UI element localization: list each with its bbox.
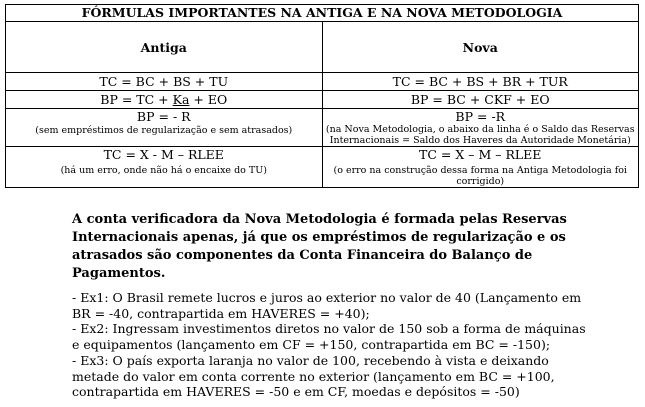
table-row xyxy=(6,91,639,109)
nova-formula-r: BP = -R xyxy=(455,109,506,124)
nova-formula-bp: BP = BC + CKF + EO xyxy=(322,91,639,109)
paragraph-line: A conta verificadora da Nova Metodologia é formada pelas Reservas xyxy=(72,212,567,227)
example-line: - Ex2: Ingressam investimentos diretos no valor de 150 sob a forma de máquinas xyxy=(72,321,586,337)
antiga-formula-r: BP = - R xyxy=(136,109,191,124)
example-line: metade do valor em conta corrente no exterior (lançamento em BC = +100, xyxy=(72,368,555,384)
antiga-note-rlee: (há um erro, onde não há o encaixe do TU) xyxy=(60,165,267,176)
example-line: e equipamentos (lançamento em CF = +150, contrapartida em BC = -150); xyxy=(72,337,551,353)
example-line: contrapartida em HAVERES = -50 e em CF, moedas e depósitos = -50) xyxy=(72,384,520,400)
formulas-table xyxy=(5,4,639,188)
example-line: - Ex1: O Brasil remete lucros e juros ao exterior no valor de 40 (Lançamento em xyxy=(72,290,582,305)
example-line: BR = -40, contrapartida em HAVERES = +40); xyxy=(72,305,370,321)
antiga-cell-reserves xyxy=(6,109,323,147)
paragraph-line: Pagamentos. xyxy=(72,266,166,281)
examples-list xyxy=(72,290,632,400)
nova-note-r-1: (na Nova Metodologia, o abaixo da linha é o Saldo das Reservas xyxy=(325,124,635,135)
bp-part-2: + EO xyxy=(189,92,228,107)
header-nova: Nova xyxy=(322,22,639,73)
bp-part-1: BP = TC + xyxy=(100,92,173,107)
nova-cell-reserves xyxy=(322,109,639,147)
antiga-formula-tc: TC = BC + BS + TU xyxy=(6,73,323,91)
nova-note-rlee: (o erro na construção dessa forma na Antiga Metodologia foi corrigido) xyxy=(333,165,627,187)
ka-term: Ka xyxy=(172,92,190,107)
paragraph-line: Internacionais apenas, já que os empréstimos de regularização e os xyxy=(72,230,566,245)
table-row xyxy=(6,147,639,188)
table-row xyxy=(6,73,639,91)
nova-note-r-2: Internacionais = Saldo dos Haveres da Autoridade Monetária) xyxy=(329,135,631,146)
antiga-note-r: (sem empréstimos de regularização e sem atrasados) xyxy=(35,125,293,136)
nova-formula-tc: TC = BC + BS + BR + TUR xyxy=(322,73,639,91)
example-line: - Ex3: O país exporta laranja no valor de 100, recebendo à vista e deixando xyxy=(72,352,549,368)
table-title: FÓRMULAS IMPORTANTES NA ANTIGA E NA NOVA METODOLOGIA xyxy=(6,5,639,22)
antiga-formula-rlee: TC = X - M – RLEE xyxy=(103,147,224,162)
paragraph-line: atrasados são componentes da Conta Financeira do Balanço de xyxy=(72,248,533,263)
header-antiga: Antiga xyxy=(6,22,323,73)
antiga-cell-rlee xyxy=(6,147,323,188)
nova-formula-rlee: TC = X – M – RLEE xyxy=(419,147,542,162)
verification-account-paragraph xyxy=(72,211,572,283)
antiga-formula-bp xyxy=(6,91,323,109)
nova-cell-rlee xyxy=(322,147,639,188)
table-row xyxy=(6,109,639,147)
